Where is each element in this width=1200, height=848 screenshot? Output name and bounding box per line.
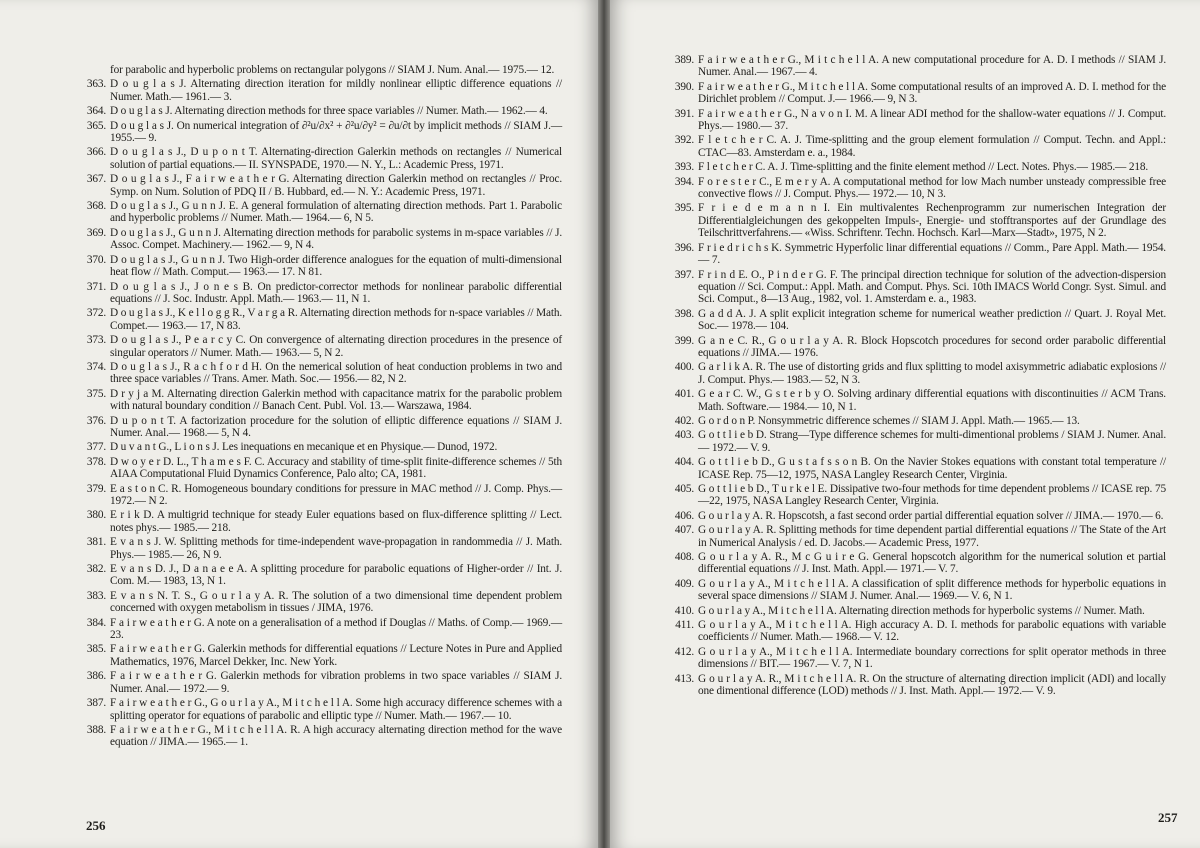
entry-text: D u v a n t G., L i o n s J. Les inequations en mecanique et en Physique.— Dunod, 1972. [110, 441, 498, 454]
bibliography-entry [668, 483, 1166, 508]
entry-number: 404. [674, 456, 694, 469]
entry-number: 405. [674, 483, 694, 495]
entry-text: D w o y e r D. L., T h a m e s F. C. Accuracy and stability of time-split finite-difference schemes // 5th AIAA Computational Fluid Dynamics Conference, Palo alto; CA, 1981. [110, 455, 562, 481]
entry-number: 394. [674, 175, 694, 188]
entry-text: G a r l i k A. R. The use of distorting grids and flux splitting to model axisymmetric adiabatic explosions // J. Comput. Phys.— 1983.— 52, N 3. [698, 361, 1166, 386]
entry-number: 373. [86, 334, 106, 347]
bibliography-entry [668, 81, 1166, 106]
bibliography-entry [668, 54, 1166, 79]
entry-number: 390. [674, 80, 694, 93]
page-number-left: 256 [86, 818, 106, 833]
bibliography-entry [80, 361, 562, 386]
entry-number: 386. [86, 670, 106, 683]
bibliography-entry [668, 242, 1166, 267]
bibliography-entry [80, 670, 562, 695]
entry-number: 395. [674, 202, 694, 215]
bibliography-entry [80, 536, 562, 561]
entry-text: G o u r l a y A. R. Splitting methods for time dependent partial differential equations // The State of the Art in Numerical Analysis / ed. D. Jacobs.— Academic Press, 1977. [698, 524, 1166, 549]
entry-text: E v a n s J. W. Splitting methods for time-independent wave-propagation in randommedia // J. Math. Phys.— 1985.— 26, N 9. [110, 536, 562, 561]
right-bibliography [668, 54, 1166, 700]
entry-number: 406. [674, 509, 694, 522]
bibliography-entry [668, 176, 1166, 201]
entry-number: 372. [86, 307, 106, 320]
left-page [0, 0, 598, 848]
entry-number: 398. [674, 307, 694, 320]
entry-text: G o u r l a y A., M i t c h e l l A. High accuracy A. D. I. methods for parabolic equations with variable coefficients // Numer. Math.— 1968.— V. 12. [698, 619, 1166, 644]
entry-text: D o u g l a s J., J o n e s B. On predictor-corrector methods for nonlinear parabolic differential equations // J. Soc. Industr. Appl. Math.— 1963.— 11, N 1. [110, 280, 562, 305]
entry-number: 369. [86, 226, 106, 239]
bibliography-entry [80, 563, 562, 588]
entry-text: F r i e d e m a n n I. Ein multivalentes Rechenprogramm zur numerischen Integration der Differentialgleichungen des gekoppelten Impuls-, Energie- und stofftransportes auf der Grundlage des Teilschrittverfahrens.— «Wiss. Schriftenr. Techn. Hochsch. Karl—Marx—Stadt», 1975, N 2. [698, 202, 1166, 240]
bibliography-entry [668, 308, 1166, 333]
entry-number: 382. [86, 563, 106, 576]
bibliography-entry [668, 605, 1166, 617]
bibliography-entry [80, 78, 562, 103]
bibliography-entry [80, 724, 562, 749]
bibliography-entry [80, 105, 562, 117]
bibliography-entry [668, 335, 1166, 360]
entry-number: 413. [674, 672, 694, 685]
entry-text: D o u g l a s J., P e a r c y C. On convergence of alternating direction procedures in the presence of singular operators // Numer. Math.— 1963.— 5, N 2. [110, 334, 562, 359]
entry-text: D o u g l a s J. Alternating direction methods for three space variables // Numer. Math.— 1962.— 4. [110, 105, 548, 118]
bibliography-entry [80, 281, 562, 306]
bibliography-entry [80, 590, 562, 615]
entry-text: G o u r l a y A. R., M c G u i r e G. General hopscotch algorithm for the numerical solution et partial differential equations // J. Inst. Math. Appl.— 1971.— V. 7. [698, 551, 1166, 576]
entry-text: G o u r l a y A., M i t c h e l l A. Intermediate boundary corrections for split operator methods in three dimensions // BIT.— 1967.— V. 7, N 1. [698, 645, 1166, 671]
entry-number: 411. [675, 619, 694, 632]
entry-number: 383. [86, 589, 106, 602]
bibliography-entry [80, 334, 562, 359]
entry-number: 393. [674, 161, 694, 174]
bibliography-entry [80, 388, 562, 413]
entry-text: D o u g l a s J. On numerical integration of ∂²u/∂x² + ∂²u/∂y² = ∂u/∂t by implicit methods // SIAM J.— 1955.— 9. [110, 119, 562, 145]
entry-text: F a i r w e a t h e r G., N a v o n I. M. A linear ADI method for the shallow-water equations // J. Comput. Phys.— 1980.— 37. [698, 107, 1166, 133]
entry-number: 367. [86, 173, 106, 186]
bibliography-entry [668, 429, 1166, 454]
entry-text: F o r e s t e r C., E m e r y A. A computational method for low Mach number unsteady compressible free convective flows // J. Comput. Phys.— 1972.— 10, N 3. [698, 175, 1166, 201]
entry-number: 378. [86, 455, 106, 468]
entry-number: 370. [86, 253, 106, 266]
entry-text: F r i n d E. O., P i n d e r G. F. The principal direction technique for solution of the advection-dispersion equation // Sci. Comput.: Appl. Math. and Comput. Phys. Sci. 10th IMACS World Congr. Syst. Simul. and Sci. Comput., 8—13 Aug., 1982, vol. 1. Amsterdam e. a., 1983. [698, 268, 1166, 306]
bibliography-entry [668, 551, 1166, 576]
entry-text: F a i r w e a t h e r G., M i t c h e l l A. Some computational results of an improved A. D. I. method for the Dirichlet problem // Comput. J.— 1966.— 9, N 3. [698, 80, 1166, 106]
entry-text: G o t t l i e b D. Strang—Type difference schemes for multi-dimentional problems / SIAM J. Numer. Anal.— 1972.— V. 9. [698, 429, 1166, 454]
entry-number: 375. [86, 387, 106, 400]
bibliography-entry [668, 161, 1166, 173]
bibliography-entry [668, 524, 1166, 549]
entry-number: 388. [86, 723, 106, 736]
bibliography-entry [80, 617, 562, 642]
entry-number: 400. [674, 361, 694, 374]
entry-number: 409. [674, 577, 694, 590]
entry-text: D r y j a M. Alternating direction Galerkin method with capacitance matrix for the parabolic problem with natural boundary condition // Banach Cent. Publ. Vol. 13.— Warszawa, 1984. [110, 387, 562, 413]
entry-number: 385. [86, 643, 106, 656]
entry-text: D o u g l a s J., G u n n J. Two High-order difference analogues for the equation of multi-dimensional heat flow // Math. Comput.— 1963.— 17. N 81. [110, 253, 562, 279]
entry-text: E a s t o n C. R. Homogeneous boundary conditions for pressure in MAC method // J. Comp. Phys.— 1972.— N 2. [110, 482, 562, 507]
entry-text: E v a n s N. T. S., G o u r l a y A. R. The solution of a two dimensional time dependent problem concerned with oxygen metabolism in tissues / JIMA, 1976. [110, 589, 562, 615]
bibliography-entry [668, 134, 1166, 159]
bibliography-entry [80, 254, 562, 279]
bibliography-entry [80, 200, 562, 225]
bibliography-entry [80, 456, 562, 481]
page-number-right: 257 [1158, 810, 1178, 825]
entry-text: F a i r w e a t h e r G., M i t c h e l l A. R. A high accuracy alternating direction method for the wave equation // JIMA.— 1965.— 1. [110, 723, 562, 749]
entry-number: 368. [86, 200, 106, 213]
entry-text: D o u g l a s J., F a i r w e a t h e r G. Alternating direction Galerkin method on rectangles // Proc. Symp. on Num. Solution of PDQ II / B. Hubbard, ed.— N. Y.: Academic Press, 1971. [110, 173, 562, 198]
entry-number: 389. [674, 54, 694, 66]
bibliography-entry [80, 173, 562, 198]
left-bibliography [80, 64, 562, 751]
entry-number: 407. [674, 524, 694, 537]
entry-number: 402. [674, 414, 694, 427]
entry-number: 366. [86, 146, 106, 159]
bibliography-entry [668, 456, 1166, 481]
entry-number: 408. [674, 551, 694, 564]
bibliography-entry [80, 415, 562, 440]
entry-text: G o u r l a y A. R. Hopscotsh, a fast second order partial differential equation solver // JIMA.— 1970.— 6. [698, 509, 1164, 522]
right-page [610, 0, 1200, 848]
entry-number: 364. [86, 105, 106, 118]
entry-text: G o t t l i e b D., T u r k e l E. Dissipative two-four methods for time dependent problems // ICASE rep. 75—22, 1975, NASA Langley Research Center, Virginia. [698, 483, 1166, 508]
book-gutter [598, 0, 610, 848]
entry-number: 403. [674, 429, 694, 442]
entry-number: 396. [674, 241, 694, 254]
entry-text: D o u g l a s J., G u n n J. Alternating direction methods for parabolic systems in m-space variables // J. Assoc. Compet. Machinery.— 1962.— 9, N 4. [110, 226, 562, 252]
entry-number: 376. [86, 414, 106, 427]
entry-number: 381. [86, 536, 106, 549]
entry-number: 412. [674, 645, 694, 658]
entry-number: 387. [86, 697, 106, 710]
entry-text: F a i r w e a t h e r G. Galerkin methods for differential equations // Lecture Notes in Pure and Applied Mathematics, 1976, Marcel Dekker, Inc. New York. [110, 643, 562, 668]
entry-text: E v a n s D. J., D a n a e e A. A splitting procedure for parabolic equations of Higher-order // Int. J. Com. M.— 1983, 13, N 1. [110, 563, 562, 588]
bibliography-entry [668, 361, 1166, 386]
bibliography-entry [80, 441, 562, 453]
entry-number: 379. [86, 482, 106, 495]
entry-text: D o u g l a s J., D u p o n t T. Alternating-direction Galerkin methods on rectangles // Numerical solution of partial equations.— II. SYNSPADE, 1970.— N. Y., L.: Academic Press, 1971. [110, 146, 562, 171]
bibliography-entry [668, 646, 1166, 671]
entry-text: G o u r l a y A. R., M i t c h e l l A. R. On the structure of alternating direction implicit (ADI) and locally one dimentional difference (LOD) methods // J. Inst. Math. Appl.— 1972.— V. 9. [698, 672, 1166, 698]
entry-text: F l e t c h e r C. A. J. Time-splitting and the group element formulation // Comput. Techn. and Appl.: CTAC—83. Amsterdam e. a., 1984. [698, 134, 1166, 159]
bibliography-entry [668, 202, 1166, 239]
entry-number: 377. [86, 441, 106, 454]
entry-number: 363. [86, 78, 106, 91]
entry-number: 374. [86, 360, 106, 373]
bibliography-entry [668, 108, 1166, 133]
bibliography-entry [80, 146, 562, 171]
entry-text: G a d d A. J. A split explicit integration scheme for numerical weather prediction // Quart. J. Royal Met. Soc.— 1978.— 104. [698, 307, 1166, 333]
entry-text: G o t t l i e b D., G u s t a f s s o n B. On the Navier Stokes equations with constant total temperature // ICASE Rep. 75—12, 1975, NASA Langley Research Center, Virginia. [698, 456, 1166, 481]
entry-text: D u p o n t T. A factorization procedure for the solution of elliptic difference equations // SIAM J. Numer. Anal.— 1968.— 5, N 4. [110, 414, 562, 439]
entry-number: 392. [674, 134, 694, 147]
entry-text: F l e t c h e r C. A. J. Time-splitting and the finite element method // Lect. Notes. Phys.— 1985.— 218. [698, 161, 1149, 174]
entry-text: G o u r l a y A., M i t c h e l l A. Alternating direction methods for hyperbolic systems // Numer. Math. [698, 604, 1145, 617]
bibliography-entry [80, 483, 562, 508]
continued-entry: for parabolic and hyperbolic problems on rectangular polygons // SIAM J. Num. Anal.— 1975.— 12. [110, 64, 555, 76]
entry-number: 365. [86, 119, 106, 132]
bibliography-entry [668, 578, 1166, 603]
bibliography-entry [668, 673, 1166, 698]
entry-text: G o r d o n P. Nonsymmetric difference schemes // SIAM J. Appl. Math.— 1965.— 13. [698, 414, 1080, 427]
bibliography-entry [668, 510, 1166, 522]
entry-text: E r i k D. A multigrid technique for steady Euler equations based on flux-difference splitting // Lect. notes phys.— 1985.— 218. [110, 509, 562, 534]
entry-text: G a n e C. R., G o u r l a y A. R. Block Hopscotch procedures for second order parabolic differential equations // JIMA.— 1976. [698, 334, 1166, 359]
entry-text: D o u g l a s J. Alternating direction iteration for mildly nonlinear elliptic difference equations // Numer. Math.— 1961.— 3. [110, 78, 562, 103]
entry-number: 384. [86, 616, 106, 629]
entry-text: F a i r w e a t h e r G., M i t c h e l l A. A new computational procedure for A. D. I methods // SIAM J. Numer. Anal.— 1967.— 4. [698, 54, 1166, 79]
bibliography-entry [80, 307, 562, 332]
entry-number: 401. [674, 388, 694, 401]
bibliography-entry [668, 415, 1166, 427]
entry-text: G e a r C. W., G s t e r b y O. Solving ardinary differential equations with discontinuities // ACM Trans. Math. Software.— 1984.— 10, N 1. [698, 388, 1166, 413]
entry-text: F a i r w e a t h e r G., G o u r l a y A., M i t c h e l l A. Some high accuracy difference schemes with a splitting operator for equations of parabolic and elliptic type // Numer. Math.— 1967.— 10. [110, 697, 562, 722]
entry-number: 399. [674, 334, 694, 347]
bibliography-entry [668, 269, 1166, 306]
bibliography-entry [80, 697, 562, 722]
bibliography-entry [80, 509, 562, 534]
bibliography-entry [80, 227, 562, 252]
entry-text: F a i r w e a t h e r G. A note on a generalisation of a method if Douglas // Maths. of Comp.— 1969.— 23. [110, 616, 562, 642]
bibliography-entry [80, 120, 562, 145]
entry-text: D o u g l a s J., G u n n J. E. A general formulation of alternating direction methods. Part 1. Parabolic and hyperbolic problems // Numer. Math.— 1964.— 6, N 5. [110, 200, 562, 225]
entry-number: 410. [674, 604, 694, 617]
entry-number: 391. [674, 107, 694, 120]
entry-number: 371. [86, 280, 106, 293]
entry-text: G o u r l a y A., M i t c h e l l A. A classification of split difference methods for hyperbolic equations in several space dimensions // SIAM J. Numer. Anal.— 1969.— V. 6, N 1. [698, 577, 1166, 603]
entry-text: F r i e d r i c h s K. Symmetric Hyperfolic linar differential equations // Comm., Pare Appl. Math.— 1954.— 7. [698, 241, 1166, 267]
entry-number: 397. [674, 268, 694, 281]
bibliography-entry [668, 619, 1166, 644]
bibliography-entry [668, 388, 1166, 413]
entry-text: D o u g l a s J., R a c h f o r d H. On the nemerical solution of heat conduction problems in two and three space variables // Trans. Amer. Math. Soc.— 1956.— 82, N 2. [110, 360, 562, 386]
entry-number: 380. [86, 509, 106, 522]
bibliography-entry [80, 643, 562, 668]
entry-text: F a i r w e a t h e r G. Galerkin methods for vibration problems in two space variables // SIAM J. Numer. Anal.— 1972.— 9. [110, 670, 562, 695]
entry-text: D o u g l a s J., K e l l o g g R., V a r g a R. Alternating direction methods for n-space variables // Math. Compet.— 1963.— 17, N 83. [110, 307, 562, 332]
